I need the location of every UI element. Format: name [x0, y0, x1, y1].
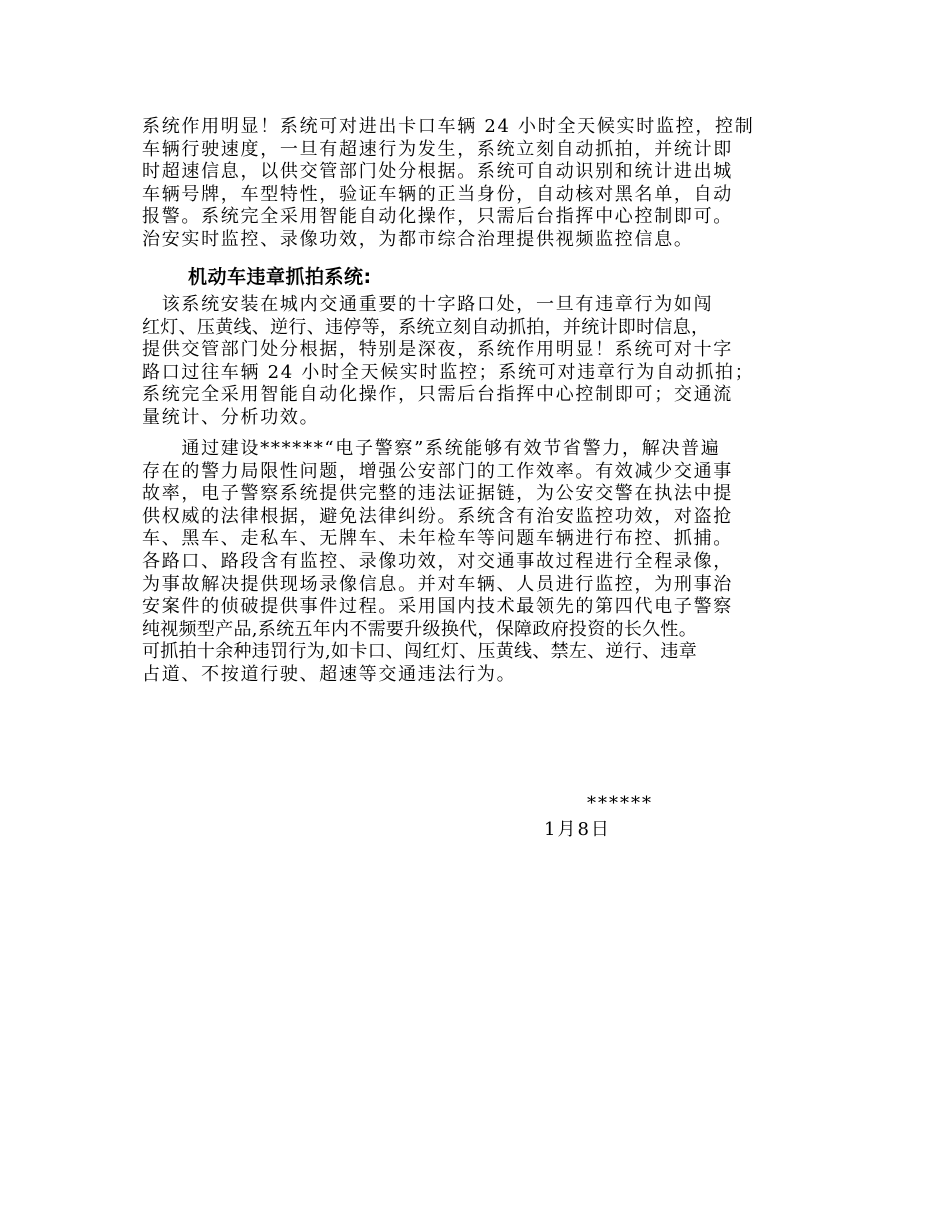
text-line: 红灯、压黄线、逆行、违停等，系统立刻自动抓拍，并统计即时信息，: [142, 316, 710, 338]
text-line: 故率，电子警察系统提供完整的违法证据链，为公安交警在执法中提: [142, 483, 733, 505]
text-line: 系统完全采用智能自动化操作，只需后台指挥中心控制即可；交通流: [142, 384, 733, 406]
text-line: 供权威的法律根据，避免法律纠纷。系统含有治安监控功效，对盗抢: [142, 505, 733, 527]
conclusion-paragraph: [142, 438, 822, 687]
text-line: 通过建设******“电子警察”系统能够有效节省警力，解决普遍: [142, 438, 721, 459]
text-line: 提供交管部门处分根据，特别是深夜，系统作用明显！系统可对十字: [142, 339, 733, 361]
text-line: 路口过往车辆 24 小时全天候实时监控；系统可对违章行为自动抓拍；: [142, 361, 755, 383]
text-line: 占道、不按道行驶、超速等交通违法行为。: [142, 663, 517, 685]
text-line: 该系统安装在城内交通重要的十字路口处，一旦有违章行为如闯: [142, 294, 714, 315]
signoff-name: ******: [587, 793, 653, 814]
text-line: 存在的警力局限性问题，增强公安部门的工作效率。有效减少交通事: [142, 460, 733, 482]
text-line: 车、黑车、走私车、无牌车、未年检车等问题车辆进行布控、抓捕。: [142, 528, 733, 550]
text-line: 量统计、分析功效。: [142, 406, 320, 428]
text-line: 安案件的侦破提供事件过程。采用国内技术最领先的第四代电子警察: [142, 596, 733, 618]
section-heading: 机动车违章抓拍系统:: [188, 266, 372, 288]
text-line: 为事故解决提供现场录像信息。并对车辆、人员进行监控，为刑事治: [142, 573, 733, 595]
text-line: 可抓拍十余种违罚行为,如卡口、闯红灯、压黄线、禁左、逆行、违章: [142, 641, 698, 663]
text-line: 车辆号牌，车型特性，验证车辆的正当身份，自动核对黑名单，自动: [142, 183, 733, 205]
signoff-date: 1月8日: [544, 819, 611, 840]
text-line: 各路口、路段含有监控、录像功效，对交通事故过程进行全程录像，: [142, 550, 733, 572]
text-line: 车辆行驶速度，一旦有超速行为发生，系统立刻自动抓拍，并统计即: [142, 138, 733, 160]
text-line: 治安实时监控、录像功效，为都市综合治理提供视频监控信息。: [142, 228, 694, 250]
text-line: 系统作用明显！系统可对进出卡口车辆 24 小时全天候实时监控，控制: [142, 116, 755, 137]
text-line: 报警。系统完全采用智能自动化操作，只需后台指挥中心控制即可。: [142, 206, 733, 228]
text-line: 纯视频型产品,系统五年内不需要升级换代，保障政府投资的长久性。: [142, 618, 698, 640]
intro-paragraph: [142, 116, 822, 252]
text-line: 时超速信息，以供交管部门处分根据。系统可自动识别和统计进出城: [142, 161, 733, 183]
section-paragraph: [142, 294, 822, 430]
